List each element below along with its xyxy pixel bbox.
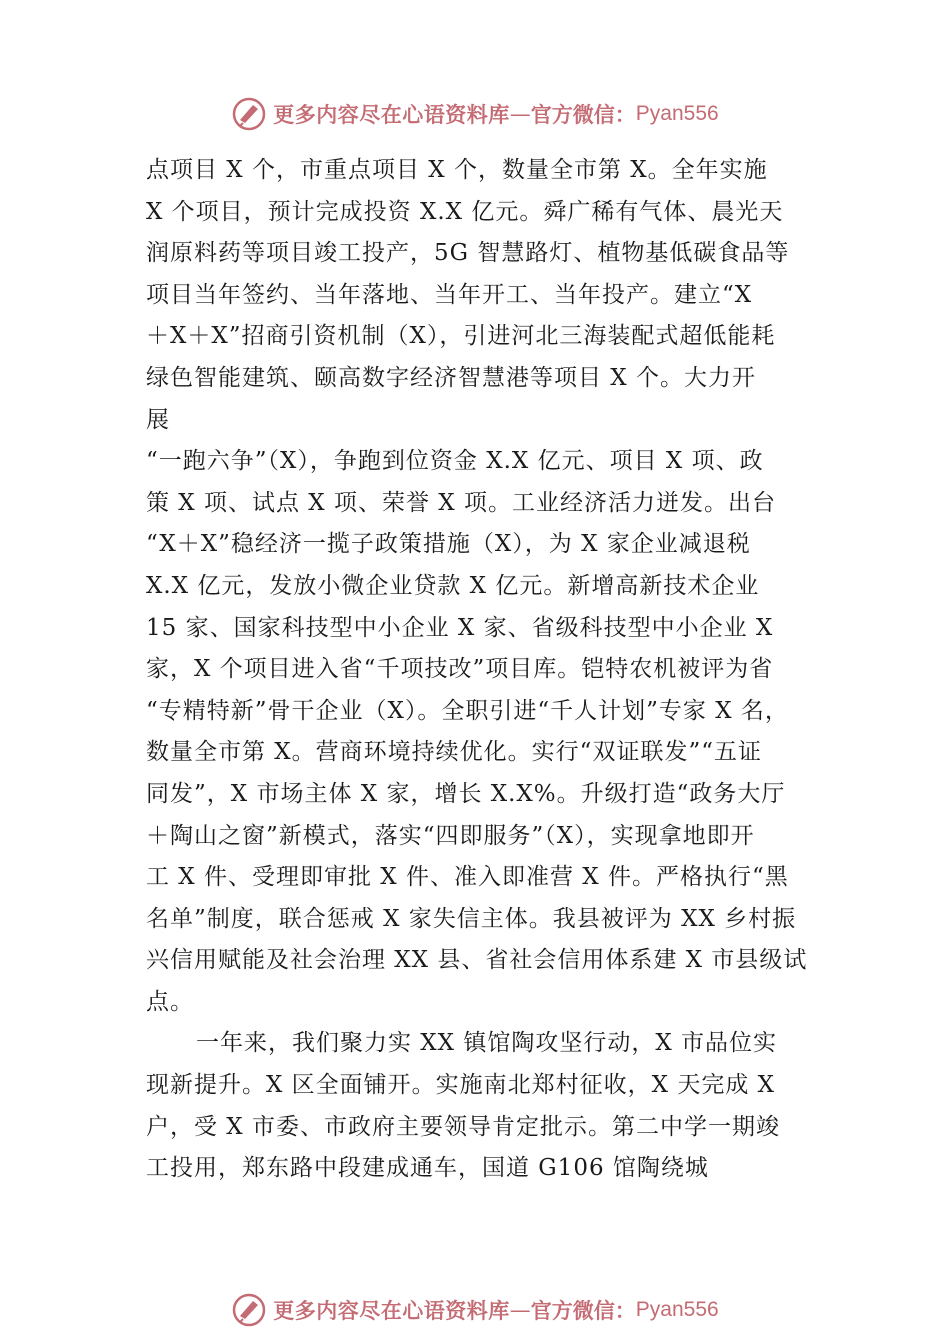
text-line: “专精特新”骨干企业（X）。全职引进“千人计划”专家 X 名， (146, 697, 789, 724)
banner-title: 更多内容尽在心语资料库 (273, 1298, 510, 1323)
text-line: 工投用，郑东路中段建成通车，国道 G106 馆陶绕城 (146, 1155, 709, 1182)
banner-subtitle: 官方微信： (530, 1298, 636, 1323)
banner-separator: — (509, 102, 531, 126)
text-line: “一跑六争”（X），争跑到位资金 X.X 亿元、项目 X 项、政 (146, 448, 764, 475)
paragraph-start: 一年来，我们聚力实 XX 镇馆陶攻坚行动，X 市品位实 (196, 1030, 778, 1057)
text-line: 数量全市第 X。营商环境持续优化。实行“双证联发”“五证 (146, 739, 762, 766)
text-line: ＋陶山之窗”新模式，落实“四即服务”（X），实现拿地即开 (146, 822, 755, 849)
wechat-id: Pyan556 (635, 102, 719, 125)
text-line: “X＋X”稳经济一揽子政策措施（X），为 X 家企业减退税 (146, 531, 751, 558)
text-line: 现新提升。X 区全面铺开。实施南北郑村征收，X 天完成 X (146, 1072, 776, 1099)
text-line: 户，受 X 市委、市政府主要领导肯定批示。第二中学一期竣 (146, 1113, 780, 1140)
text-line: 工 X 件、受理即审批 X 件、准入即准营 X 件。严格执行“黑 (146, 864, 789, 891)
banner-separator: — (509, 1298, 531, 1322)
text-line: 兴信用赋能及社会治理 XX 县、省社会信用体系建 X 市县级试 (146, 947, 808, 974)
pen-seal-icon (231, 1292, 267, 1328)
wechat-id: Pyan556 (635, 1298, 719, 1321)
banner-title: 更多内容尽在心语资料库 (273, 102, 510, 127)
text-line: 润原料药等项目竣工投产，5G 智慧路灯、植物基低碳食品等 (146, 240, 790, 267)
text-line: 点项目 X 个，市重点项目 X 个，数量全市第 X。全年实施 (146, 157, 768, 183)
text-line: 项目当年签约、当年落地、当年开工、当年投产。建立“X (146, 281, 753, 308)
text-line: X.X 亿元，发放小微企业贷款 X 亿元。新增高新技术企业 (146, 572, 760, 599)
text-line: 名单”制度，联合惩戒 X 家失信主体。我县被评为 XX 乡村振 (146, 905, 797, 932)
banner-subtitle: 官方微信： (530, 102, 636, 127)
text-line: 15 家、国家科技型中小企业 X 家、省级科技型中小企业 X (146, 614, 774, 641)
text-line: X 个项目，预计完成投资 X.X 亿元。舜广稀有气体、晨光天 (146, 198, 784, 225)
text-line: ＋X＋X”招商引资机制（X），引进河北三海装配式超低能耗 (146, 323, 776, 350)
footer-banner (0, 1290, 950, 1330)
document-body (146, 150, 816, 1190)
text-line: 绿色智能建筑、颐高数字经济智慧港等项目 X 个。大力开 (146, 364, 756, 391)
text-line: 同发”，X 市场主体 X 家，增长 X.X%。升级打造“政务大厅 (146, 780, 786, 807)
pen-seal-icon (231, 96, 267, 132)
header-banner (0, 94, 950, 134)
text-line: 展 (146, 406, 170, 433)
text-line: 策 X 项、试点 X 项、荣誉 X 项。工业经济活力迸发。出台 (146, 489, 776, 516)
text-line: 点。 (146, 988, 194, 1015)
text-line: 家，X 个项目进入省“千项技改”项目库。铠特农机被评为省 (146, 656, 774, 683)
